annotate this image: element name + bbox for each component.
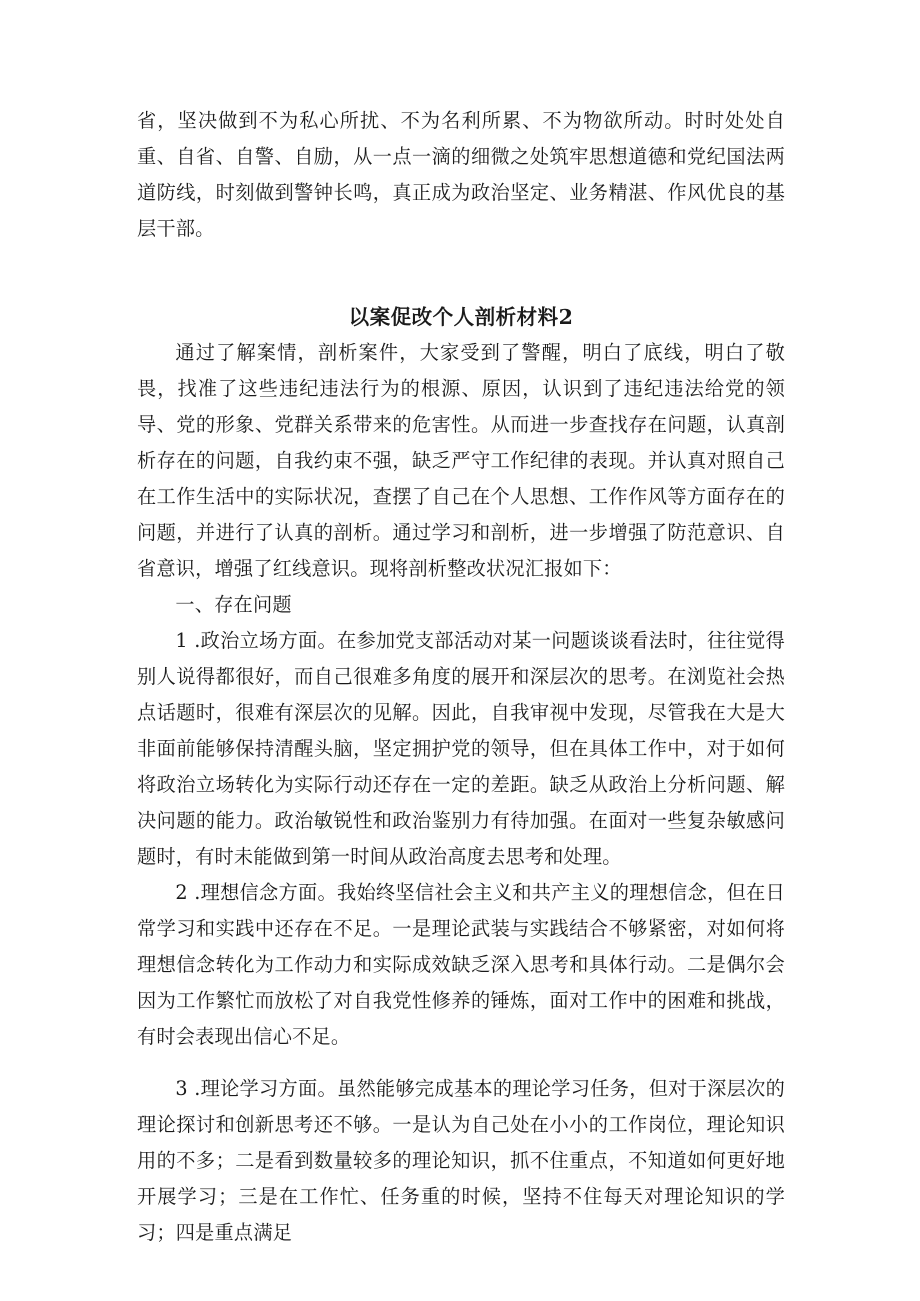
item-political-stance: 1 .政治立场方面。在参加党支部活动对某一问题谈谈看法时，往往觉得别人说得都很好，而自己很难多角度的展开和深层次的思考。在浏览社会热点话题时，很难有深层次的见解。因此，自我审视中发现，尽管我在大是大非面前能够保持清醒头脑，坚定拥护党的领导，但在具体工作中，对于如何将政治立场转化为实际行动还存在一定的差距。缺乏从政治上分析问题、解决问题的能力。政治敏锐性和政治鉴别力有待加强。在面对一些复杂敏感问题时，有时未能做到第一时间从政治高度去思考和处理。: [137, 629, 785, 868]
intro-paragraph: 通过了解案情，剖析案件，大家受到了警醒，明白了底线，明白了敬畏，找准了这些违纪违法行为的根源、原因，认识到了违纪违法给党的领导、党的形象、党群关系带来的危害性。从而进一步查找存在问题，认真剖析存在的问题，自我约束不强，缺乏严守工作纪律的表现。并认真对照自己在工作生活中的实际状况，查摆了自己在个人思想、工作作风等方面存在的问题，并进行了认真的剖析。通过学习和剖析，进一步增强了防范意识、自省意识，增强了红线意识。现将剖析整改状况汇报如下：: [137, 341, 785, 580]
item-theory-study: 3 .理论学习方面。虽然能够完成基本的理论学习任务，但对于深层次的理论探讨和创新思考还不够。一是认为自己处在小小的工作岗位，理论知识用的不多；二是看到数量较多的理论知识，抓不住重点，不知道如何更好地开展学习；三是在工作忙、任务重的时候，坚持不住每天对理论知识的学习；四是重点满足: [137, 1077, 785, 1244]
item-ideals-beliefs: 2 .理想信念方面。我始终坚信社会主义和共产主义的理想信念，但在日常学习和实践中还存在不足。一是理论武装与实践结合不够紧密，对如何将理想信念转化为工作动力和实际成效缺乏深入思考和具体行动。二是偶尔会因为工作繁忙而放松了对自我党性修养的锤炼，面对工作中的困难和挑战，有时会表现出信心不足。: [137, 881, 785, 1048]
continuation-paragraph: 省，坚决做到不为私心所扰、不为名利所累、不为物欲所动。时时处处自重、自省、自警、自励，从一点一滴的细微之处筑牢思想道德和党纪国法两道防线，时刻做到警钟长鸣，真正成为政治坚定、业务精湛、作风优良的基层干部。: [137, 109, 785, 240]
section-heading: 一、存在问题: [175, 593, 292, 616]
document-title: 以案促改个人剖析材料2: [348, 305, 574, 329]
document-page: [137, 103, 785, 1251]
